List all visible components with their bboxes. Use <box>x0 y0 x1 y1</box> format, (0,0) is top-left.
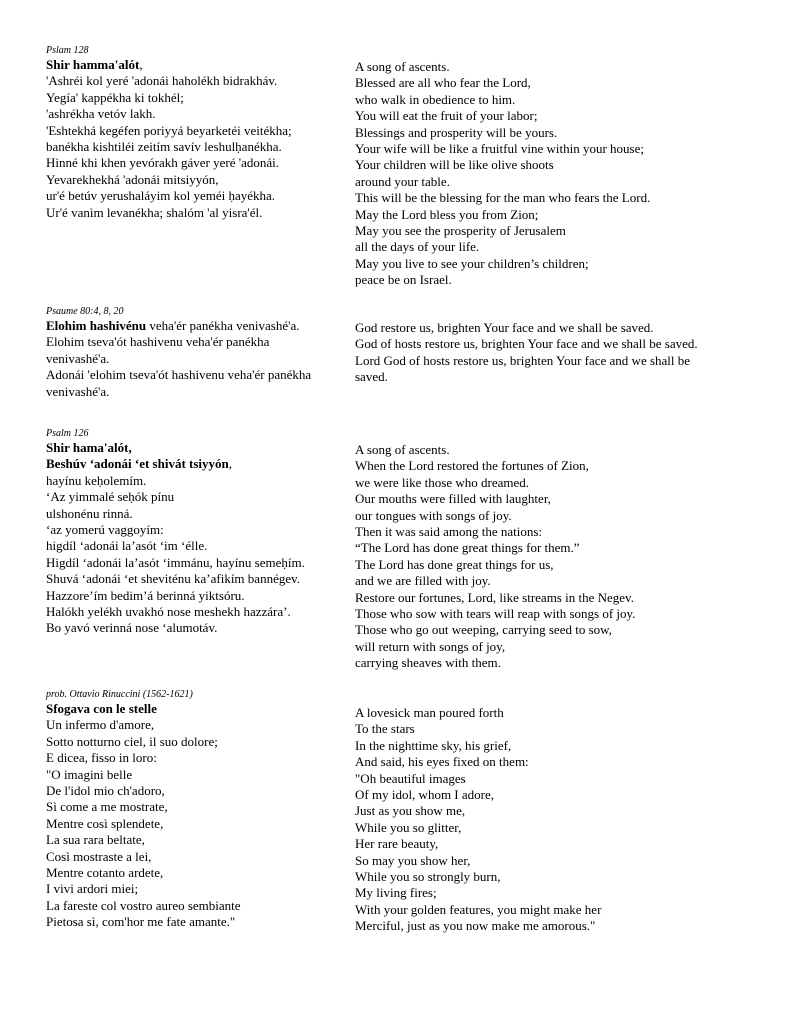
verse-line: venivashé'a. <box>46 350 110 366</box>
verse-line: 'Eshtekhá kegéfen poriyyá beyarketéi veitékha; <box>46 122 292 138</box>
verse-line: Hazzore’ím bedim’á berinná yiktsóru. <box>46 587 245 603</box>
verse-line: I vivi ardori miei; <box>46 881 139 897</box>
translation-line: all the days of your life. <box>355 239 480 255</box>
verse-line: Elohim tseva'ót hashivenu veha'ér panékha <box>46 334 270 350</box>
translation-line: Merciful, just as you now make me amorous." <box>355 918 596 934</box>
incipit: Shir hamma'alót <box>46 57 140 72</box>
translation-line: May the Lord bless you from Zion; <box>355 206 539 222</box>
translation-line: A song of ascents. <box>355 59 450 74</box>
verse-line <box>46 440 346 456</box>
verse-line: 'ashrékha vetóv lakh. <box>46 106 156 122</box>
translation-line: we were like those who dreamed. <box>355 474 529 490</box>
verse-line: Beshúv ‘adonái ‘et shivát tsiyyón, <box>46 456 232 472</box>
verse-line: Così mostraste a lei, <box>46 848 152 864</box>
translation-line: You will eat the fruit of your labor; <box>355 108 538 124</box>
verse-line: Yegía' kappékha ki tokhél; <box>46 89 184 105</box>
source-label: Psaume 80:4, 8, 20 <box>46 306 124 317</box>
translation-line: A song of ascents. <box>355 442 450 457</box>
verse-line: ‘Az yimmalé seḥók pínu <box>46 489 175 505</box>
source-label: Pslam 128 <box>46 45 89 56</box>
translation-line: who walk in obedience to him. <box>355 91 516 107</box>
source-label: prob. Ottavio Rinuccini (1562-1621) <box>46 689 193 700</box>
original-text-column <box>46 44 346 221</box>
translation-line: saved. <box>355 369 388 385</box>
translation-line: Blessed are all who fear the Lord, <box>355 75 531 91</box>
verse-line: Mentre così splendete, <box>46 815 164 831</box>
translation-column <box>355 320 755 386</box>
translation-line: While you so glitter, <box>355 819 462 835</box>
translation-line: The Lord has done great things for us, <box>355 556 554 572</box>
translation-line: Of my idol, whom I adore, <box>355 787 495 803</box>
translation-line: God restore us, brighten Your face and we shall be saved. <box>355 320 654 335</box>
translation-column <box>355 705 755 935</box>
translation-line: and we are filled with joy. <box>355 573 491 589</box>
verse-line: banékha kishtiléi zeitím savív leshulḥanékha. <box>46 139 282 155</box>
verse-line: "O imagini belle <box>46 766 133 782</box>
translation-line: When the Lord restored the fortunes of Zion, <box>355 458 589 474</box>
verse-line: Sì come a me mostrate, <box>46 799 168 815</box>
translation-line: peace be on Israel. <box>355 272 452 288</box>
verse-line: Hinné khi khen yevórakh gáver yeré 'adonái. <box>46 155 280 171</box>
verse-line: ulshonénu rinná. <box>46 505 133 521</box>
translation-line: To the stars <box>355 721 415 737</box>
translation-line: Just as you show me, <box>355 803 466 819</box>
verse-line: Shir hamma'alót, <box>46 57 143 72</box>
translation-line: Those who go out weeping, carrying seed to sow, <box>355 622 612 638</box>
verse-line: Mentre cotanto ardete, <box>46 865 164 881</box>
verse-line <box>46 701 346 717</box>
verse-line: De l'idol mio ch'adoro, <box>46 783 165 799</box>
translation-line: around your table. <box>355 173 450 189</box>
translation-line: While you so strongly burn, <box>355 869 501 885</box>
translation-line: May you live to see your children’s children; <box>355 255 589 271</box>
incipit: Beshúv ‘adonái ‘et shivát tsiyyón <box>46 456 229 472</box>
translation-line: “The Lord has done great things for them.” <box>355 540 580 556</box>
verse-line: Sotto notturno ciel, il suo dolore; <box>46 733 218 749</box>
translation-line: My living fires; <box>355 885 437 901</box>
verse-line: higdíl ‘adonái la’asót ‘im ‘élle. <box>46 538 208 554</box>
translation-line: God of hosts restore us, brighten Your face and we shall be saved. <box>355 336 698 352</box>
verse-line: La sua rara beltate, <box>46 832 145 848</box>
translation-line: And said, his eyes fixed on them: <box>355 754 529 770</box>
translation-line: Our mouths were filled with laughter, <box>355 491 551 507</box>
translation-line: Her rare beauty, <box>355 836 439 852</box>
verse-line: Un infermo d'amore, <box>46 717 155 733</box>
incipit: Sfogava con le stelle <box>46 701 157 716</box>
verse-line: Halókh yelékh uvakhó nose meshekh hazzára’. <box>46 604 291 620</box>
translation-line: "Oh beautiful images <box>355 770 466 786</box>
translation-line: carrying sheaves with them. <box>355 655 501 671</box>
translation-line: May you see the prosperity of Jerusalem <box>355 223 566 239</box>
translation-line: So may you show her, <box>355 852 471 868</box>
original-text-column <box>46 427 346 637</box>
verse-line: La fareste col vostro aureo sembiante <box>46 897 241 913</box>
verse-line: E dicea, fisso in loro: <box>46 750 157 766</box>
original-text-column <box>46 305 346 400</box>
verse-line: venivashé'a. <box>46 383 110 399</box>
verse-line: Higdíl ‘adonái la’asót ‘immánu, hayínu semeḥím. <box>46 554 305 570</box>
verse-line: Bo yavó verinná nose ‘alumotáv. <box>46 620 218 636</box>
verse-line: ur'é betúv yerushaláyim kol yeméi ḥayékha. <box>46 188 276 204</box>
verse-line: Pietosa sì, com'hor me fate amante." <box>46 914 236 930</box>
incipit: Elohim hashivénu <box>46 318 147 333</box>
incipit: Shir hama'alót, <box>46 440 132 455</box>
source-label: Psalm 126 <box>46 428 89 439</box>
original-text-column <box>46 688 346 931</box>
translation-line: Blessings and prosperity will be yours. <box>355 124 558 140</box>
translation-line: In the nighttime sky, his grief, <box>355 737 512 753</box>
translation-line: will return with songs of joy, <box>355 638 506 654</box>
translation-line: Your children will be like olive shoots <box>355 157 554 173</box>
translation-line: our tongues with songs of joy. <box>355 507 512 523</box>
translation-column <box>355 59 755 289</box>
translation-line: Lord God of hosts restore us, brighten Your face and we shall be <box>355 352 691 368</box>
verse-line: hayínu keḥolemím. <box>46 472 147 488</box>
translation-line: Restore our fortunes, Lord, like streams in the Negev. <box>355 589 634 605</box>
verse-line: Shuvá ‘adonái ‘et sheviténu ka’afikím bannégev. <box>46 571 301 587</box>
verse-line: Ur'é vanìm levanékha; shalóm 'al yisra'él. <box>46 204 263 220</box>
verse-line: Adonái 'elohim tseva'ót hashivenu veha'ér panékha <box>46 367 312 383</box>
verse-line: Yevarekhekhá 'adonái mitsiyyón, <box>46 171 219 187</box>
translation-line: Then it was said among the nations: <box>355 524 543 540</box>
translation-line: Your wife will be like a fruitful vine within your house; <box>355 141 644 157</box>
translation-line: With your golden features, you might make her <box>355 901 602 917</box>
verse-line: 'Ashréi kol yeré 'adonái haholékh bidrakháv. <box>46 73 278 89</box>
translation-line: This will be the blessing for the man who fears the Lord. <box>355 190 651 206</box>
translation-line: Those who sow with tears will reap with songs of joy. <box>355 606 636 622</box>
translation-line: A lovesick man poured forth <box>355 705 504 720</box>
verse-line: ‘az yomerú vaggoyím: <box>46 522 164 538</box>
verse-line: Elohim hashivénu veha'ér panékha venivashé'a. <box>46 318 300 333</box>
translation-column <box>355 442 755 672</box>
